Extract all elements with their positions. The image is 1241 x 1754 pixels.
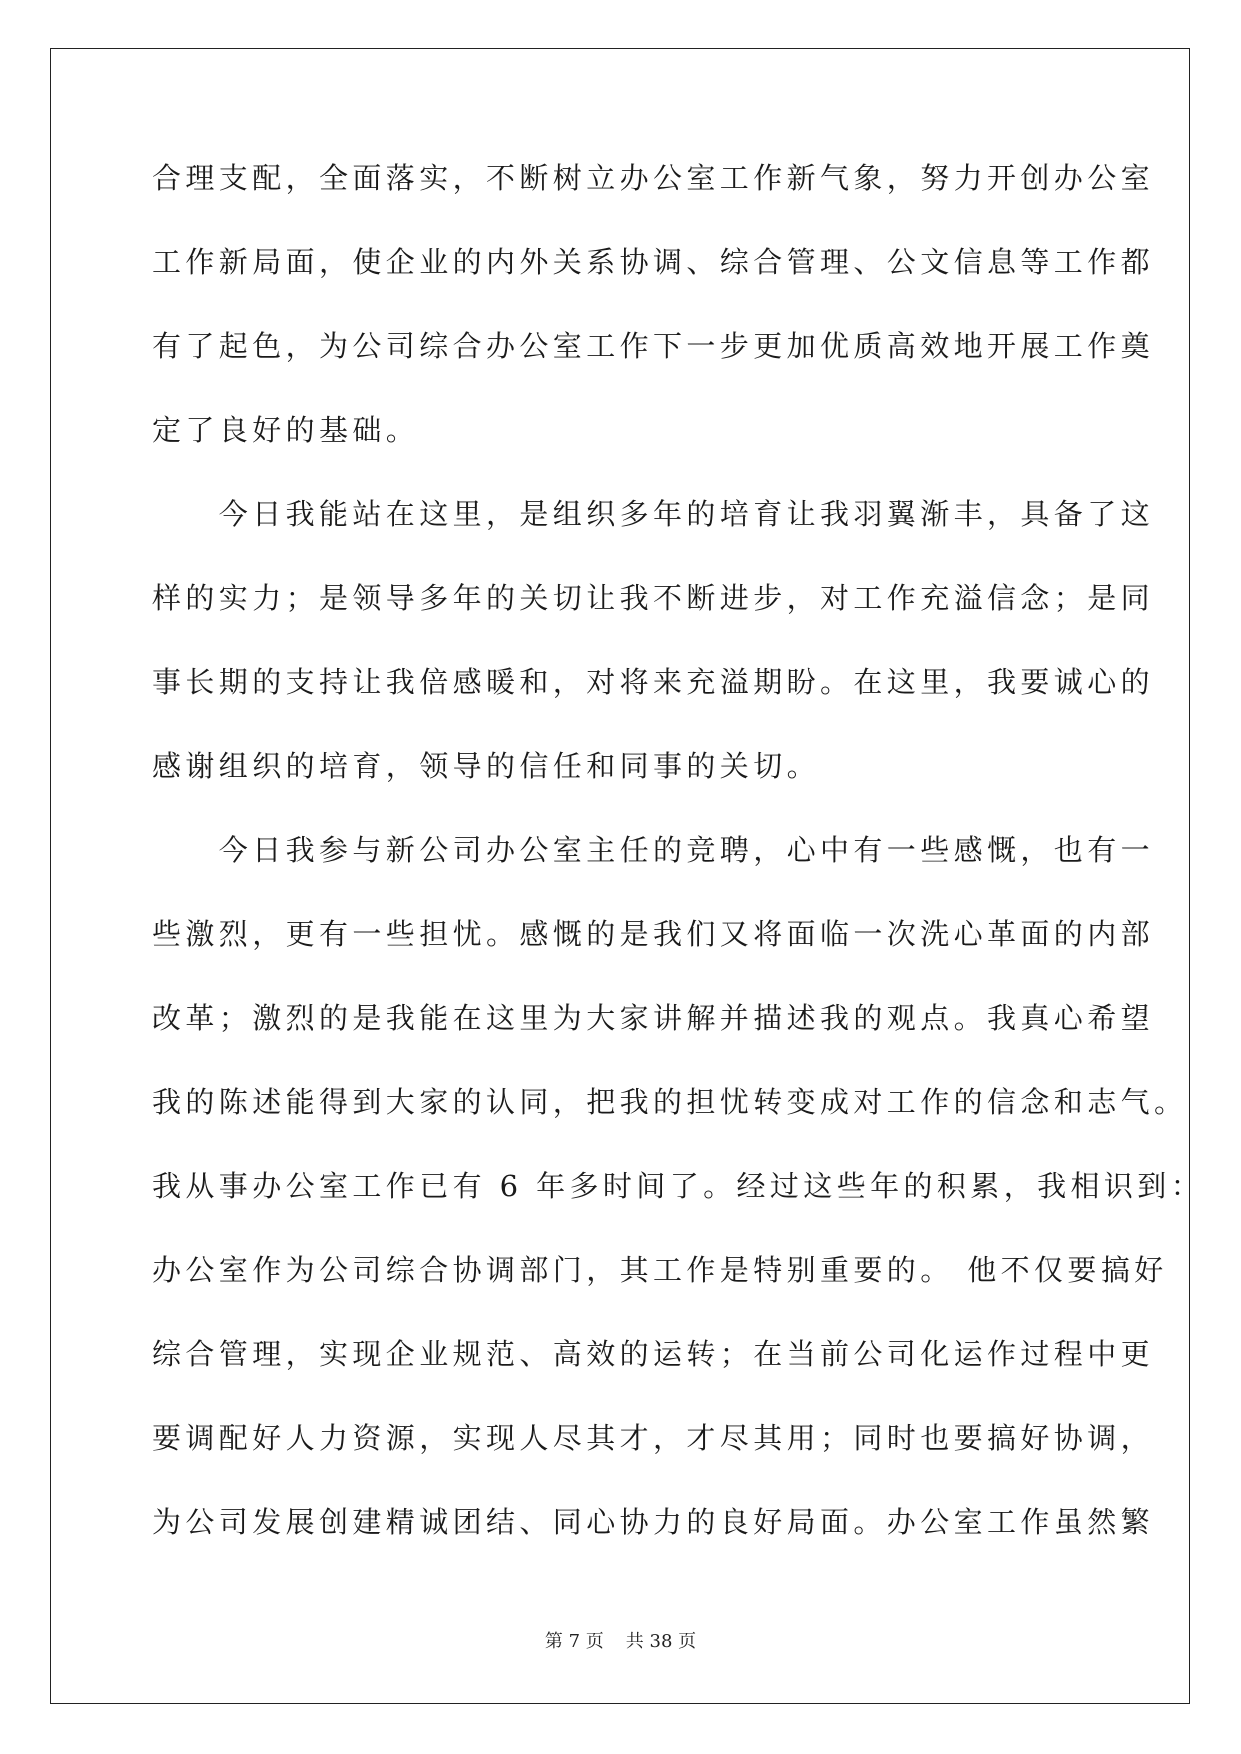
text-line: 我的陈述能得到大家的认同，把我的担忧转变成对工作的信念和志气。	[152, 1085, 1188, 1119]
text-line: 办公室作为公司综合协调部门，其工作是特别重要的。 他不仅要搞好	[152, 1253, 1168, 1287]
document-body	[152, 160, 1205, 1588]
text-line: 要调配好人力资源，实现人尽其才，才尽其用；同时也要搞好协调，	[152, 1421, 1155, 1455]
page-footer	[0, 1630, 1241, 1654]
text-line: 综合管理，实现企业规范、高效的运转；在当前公司化运作过程中更	[152, 1337, 1155, 1371]
text-line: 工作新局面，使企业的内外关系协调、综合管理、公文信息等工作都	[152, 245, 1155, 279]
page-number: 第 7 页	[544, 1631, 604, 1652]
page-total: 共 38 页	[625, 1631, 697, 1652]
text-line: 今日我参与新公司办公室主任的竞聘，心中有一些感慨，也有一	[152, 833, 1155, 867]
text-line: 今日我能站在这里，是组织多年的培育让我羽翼渐丰，具备了这	[152, 497, 1155, 531]
text-line: 样的实力；是领导多年的关切让我不断进步，对工作充溢信念；是同	[152, 581, 1155, 615]
text-line: 为公司发展创建精诚团结、同心协力的良好局面。办公室工作虽然繁	[152, 1505, 1155, 1539]
text-line: 有了起色，为公司综合办公室工作下一步更加优质高效地开展工作奠	[152, 329, 1155, 363]
text-line: 感谢组织的培育，领导的信任和同事的关切。	[152, 749, 821, 783]
text-line: 些激烈，更有一些担忧。感慨的是我们又将面临一次洗心革面的内部	[152, 917, 1155, 951]
text-line: 定了良好的基础。	[152, 413, 420, 447]
text-line: 我从事办公室工作已有 6 年多时间了。经过这些年的积累，我相识到：	[152, 1169, 1205, 1203]
text-line: 事长期的支持让我倍感暖和，对将来充溢期盼。在这里，我要诚心的	[152, 665, 1155, 699]
text-line: 改革；激烈的是我能在这里为大家讲解并描述我的观点。我真心希望	[152, 1001, 1155, 1035]
text-line: 合理支配，全面落实，不断树立办公室工作新气象，努力开创办公室	[152, 161, 1155, 195]
